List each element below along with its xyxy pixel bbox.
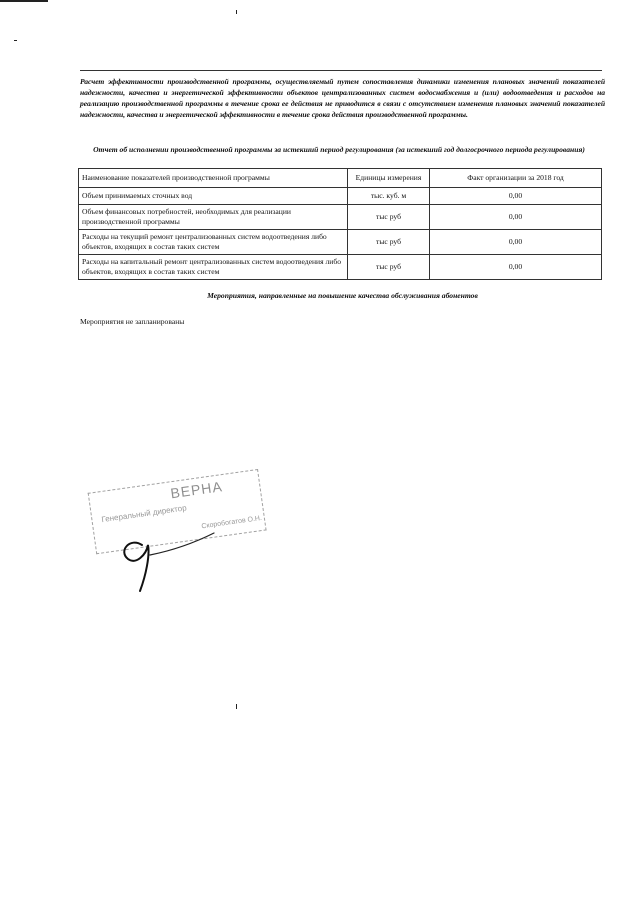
stamp-role: Генеральный директор [100, 503, 188, 525]
measures-text: Мероприятия не запланированы [80, 317, 185, 326]
stamp-person: Скоробогатов О.Н. [201, 514, 263, 531]
row-fact: 0,00 [430, 188, 602, 205]
row-fact: 0,00 [430, 255, 602, 280]
header-fact: Факт организации за 2018 год [430, 169, 602, 188]
scan-dot [236, 704, 237, 709]
row-name: Расходы на капитальный ремонт централизованных систем водоотведения либо объектов, входящих в состав таких систем [79, 255, 348, 280]
row-unit: тыс руб [348, 230, 430, 255]
scan-dot [14, 40, 17, 41]
top-rule [80, 70, 602, 71]
header-name: Наименование показателей производственной программы [79, 169, 348, 188]
table-row [79, 255, 602, 280]
row-fact: 0,00 [430, 230, 602, 255]
efficiency-paragraph: Расчет эффективности производственной программы, осуществляемый путем сопоставления динамики изменения плановых значений показателей надежности, качества и энергетической эффективности объектов централизованных систем водоснабжения и (или) водоотведения и расходов на реализацию производственной программы в течение срока ее действия не приводится в связи с отсутствием изменения плановых значений показателей надежности, качества и энергетической эффективности в течение срока действия производственной программы. [80, 77, 605, 119]
report-title: Отчет об исполнении производственной программы за истекший период регулирования (за истекший год долгосрочного периода регулирования) [93, 145, 585, 154]
row-unit: тыс руб [348, 255, 430, 280]
row-fact: 0,00 [430, 205, 602, 230]
measures-heading: Мероприятия, направленные на повышение качества обслуживания абонентов [207, 291, 478, 300]
row-unit: тыс. куб. м [348, 188, 430, 205]
row-name: Объем финансовых потребностей, необходимых для реализации производственной программы [79, 205, 348, 230]
table-row [79, 230, 602, 255]
header-unit: Единицы измерения [348, 169, 430, 188]
scan-edge-mark [0, 0, 48, 2]
handwritten-signature [110, 515, 220, 595]
stamp-org-name: ВЕРНА [169, 478, 224, 502]
table-row [79, 205, 602, 230]
scan-dot [236, 10, 237, 14]
row-name: Объем принимаемых сточных вод [79, 188, 348, 205]
table-row [79, 188, 602, 205]
row-unit: тыс руб [348, 205, 430, 230]
report-table [78, 168, 602, 280]
table-header-row [79, 169, 602, 188]
row-name: Расходы на текущий ремонт централизованных систем водоотведения либо объектов, входящих в состав таких систем [79, 230, 348, 255]
